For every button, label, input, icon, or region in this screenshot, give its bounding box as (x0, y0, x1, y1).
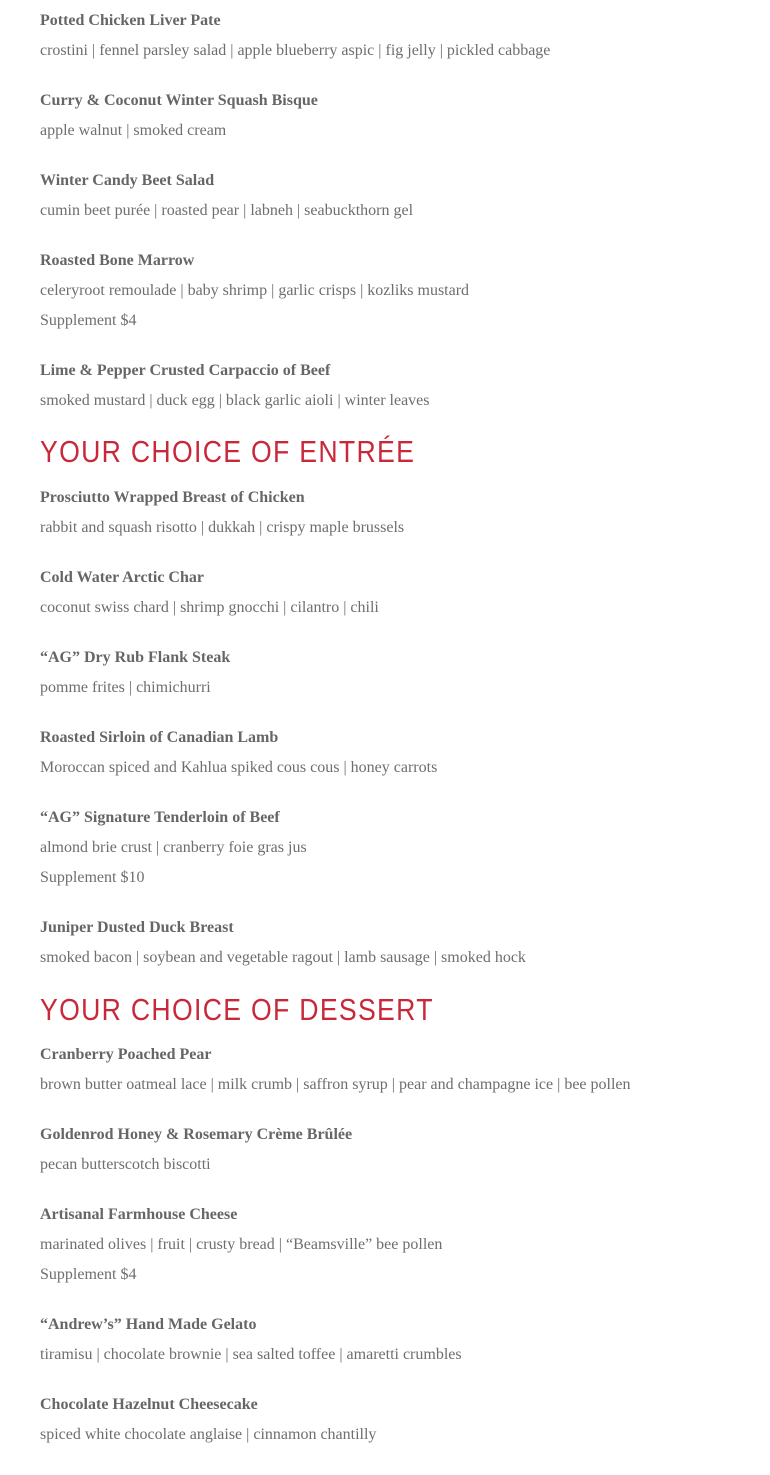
section-heading: YOUR CHOICE OF DESSERT (40, 992, 434, 1027)
menu-item-supplement: Supplement $4 (40, 1266, 137, 1283)
menu-item-name: Cranberry Poached Pear (40, 1046, 212, 1063)
menu-item-name: Potted Chicken Liver Pate (40, 12, 221, 29)
menu-item-name: Goldenrod Honey & Rosemary Crème Brûlée (40, 1126, 353, 1143)
menu-item-supplement: Supplement $10 (40, 869, 145, 886)
menu-item (40, 1045, 631, 1095)
menu-item (40, 361, 550, 411)
menu-item-description: crostini | fennel parsley salad | apple blueberry aspic | fig jelly | pickled cabbage (40, 42, 551, 59)
menu-item (40, 648, 526, 698)
menu-item (40, 1125, 631, 1175)
menu-item-description: coconut swiss chard | shrimp gnocchi | cilantro | chili (40, 599, 379, 616)
menu-item-name: “AG” Dry Rub Flank Steak (40, 649, 231, 666)
menu-item-supplement: Supplement $4 (40, 312, 137, 329)
menu-item-name: Curry & Coconut Winter Squash Bisque (40, 92, 318, 109)
menu-item (40, 728, 526, 778)
menu-item-description: pomme frites | chimichurri (40, 679, 211, 696)
menu-item-name: Artisanal Farmhouse Cheese (40, 1206, 238, 1223)
menu-section-entree (40, 436, 476, 467)
menu-item-name: “AG” Signature Tenderloin of Beef (40, 809, 280, 826)
menu-section-appetizers (40, 11, 550, 441)
menu-item-description: apple walnut | smoked cream (40, 122, 227, 139)
menu-item-name: Winter Candy Beet Salad (40, 172, 215, 189)
menu-section-entree-items (40, 488, 526, 998)
menu-item-name: Prosciutto Wrapped Breast of Chicken (40, 489, 305, 506)
menu-item (40, 251, 550, 331)
menu-item (40, 1315, 631, 1365)
menu-item (40, 91, 550, 141)
menu-item-name: “Andrew’s” Hand Made Gelato (40, 1316, 257, 1333)
menu-item (40, 918, 526, 968)
menu-item-description: tiramisu | chocolate brownie | sea salted toffee | amaretti crumbles (40, 1346, 462, 1363)
menu-item (40, 488, 526, 538)
menu-item (40, 1205, 631, 1285)
menu-item (40, 1395, 631, 1445)
menu-item-name: Roasted Sirloin of Canadian Lamb (40, 729, 279, 746)
menu-item-description: Moroccan spiced and Kahlua spiked cous cous | honey carrots (40, 759, 438, 776)
menu-item-description: rabbit and squash risotto | dukkah | crispy maple brussels (40, 519, 405, 536)
menu-item (40, 171, 550, 221)
menu-item-description: spiced white chocolate anglaise | cinnamon chantilly (40, 1426, 377, 1443)
menu-item-name: Roasted Bone Marrow (40, 252, 195, 269)
menu-item-name: Cold Water Arctic Char (40, 569, 204, 586)
section-heading: YOUR CHOICE OF ENTRÉE (40, 434, 416, 469)
menu-item-description: almond brie crust | cranberry foie gras jus (40, 839, 307, 856)
menu-item-name: Juniper Dusted Duck Breast (40, 919, 234, 936)
menu-item-description: brown butter oatmeal lace | milk crumb | saffron syrup | pear and champagne ice | bee pollen (40, 1076, 631, 1093)
menu-item-description: celeryroot remoulade | baby shrimp | garlic crisps | kozliks mustard (40, 282, 470, 299)
menu-section-dessert-items (40, 1045, 631, 1475)
menu-section-dessert (40, 994, 498, 1025)
menu-item-description: smoked mustard | duck egg | black garlic aioli | winter leaves (40, 392, 430, 409)
menu-item-description: smoked bacon | soybean and vegetable ragout | lamb sausage | smoked hock (40, 949, 526, 966)
menu-item-name: Chocolate Hazelnut Cheesecake (40, 1396, 258, 1413)
menu-item-description: cumin beet purée | roasted pear | labneh | seabuckthorn gel (40, 202, 414, 219)
menu-item (40, 11, 550, 61)
menu-item-description: pecan butterscotch biscotti (40, 1156, 211, 1173)
menu-item-name: Lime & Pepper Crusted Carpaccio of Beef (40, 362, 331, 379)
menu-item-description: marinated olives | fruit | crusty bread | “Beamsville” bee pollen (40, 1236, 443, 1253)
menu-item (40, 808, 526, 888)
menu-item (40, 568, 526, 618)
